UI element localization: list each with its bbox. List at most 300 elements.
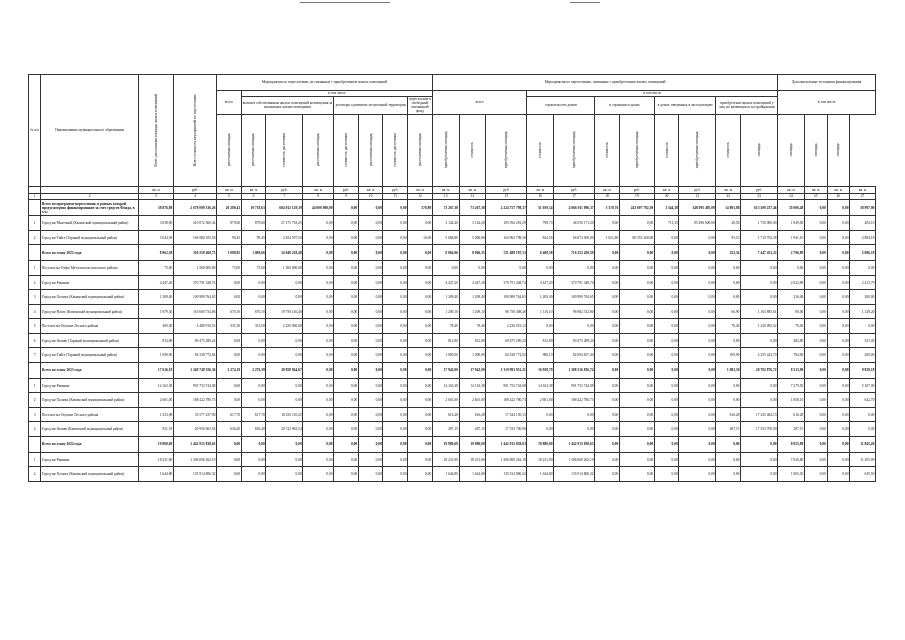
value-cell: 0,00 [654, 393, 679, 408]
column-index: 4 [173, 193, 216, 200]
municipality-name: Город-на-Малечной (Каменский муниципальный район) [41, 216, 139, 231]
value-cell: 0,00 [654, 422, 679, 437]
value-cell: 0,00 [408, 362, 433, 378]
value-cell: 0,00 [654, 436, 679, 452]
value-cell: 617,70 [241, 407, 266, 422]
value-cell: 331,50 [217, 319, 242, 334]
value-cell: 0,00 [217, 378, 242, 393]
column-index: 8 [303, 193, 334, 200]
value-cell: 0,00 [804, 290, 827, 305]
value-cell: 0,00 [827, 319, 850, 334]
municipality-name: Город-на-Холмах (Каменский муниципальный район) [41, 467, 139, 482]
table-row [29, 216, 876, 231]
value-cell: 1 349 749 356,36 [173, 362, 216, 378]
value-cell: 0,00 [716, 378, 741, 393]
unit-cell: руб. [383, 186, 408, 193]
unit-cell: кв. м [408, 186, 433, 193]
col-name: Наименование муниципального образования [41, 75, 139, 187]
value-cell: 80 355 200,00 [619, 230, 654, 245]
value-cell: 17 345 464,13 [741, 407, 778, 422]
value-cell: 0,00 [334, 216, 359, 231]
value-cell: 0,00 [358, 393, 383, 408]
value-cell: 0,00 [383, 200, 408, 216]
value-cell: 243 697 782,39 [619, 200, 654, 216]
value-cell: 0,00 [804, 230, 827, 245]
municipality-name: Город-на-Равнине [41, 452, 139, 467]
value-cell: 0,00 [827, 275, 850, 290]
group-a-incl: в том числе [241, 90, 432, 96]
value-cell: 0,00 [303, 319, 334, 334]
value-cell: 3 144,20 [459, 216, 486, 231]
value-cell: 0,00 [383, 304, 408, 319]
value-cell: 0,00 [217, 393, 242, 408]
value-cell: 482,80 [778, 333, 805, 348]
group-b-header: Мероприятия по переселению, связанные с приобретением жилых помещений [432, 75, 777, 91]
value-cell: 0,00 [619, 348, 654, 363]
group-c-sub: в том числе [778, 90, 876, 114]
unit-cell: кв. м [804, 186, 827, 193]
value-cell: 0,00 [679, 467, 716, 482]
value-cell: 0,00 [741, 333, 778, 348]
unit-cell: кв. м [716, 186, 741, 193]
value-cell: 99,45 [241, 230, 266, 245]
value-cell: 0,00 [459, 261, 486, 276]
value-cell: 8 962,38 [138, 245, 173, 261]
value-cell: 0,00 [827, 348, 850, 363]
value-cell: 0,00 [358, 304, 383, 319]
value-cell: 0,00 [716, 275, 741, 290]
value-cell: 0,00 [241, 378, 266, 393]
value-cell: 69 475 289,24 [554, 333, 595, 348]
value-cell: 166 980 105,56 [173, 230, 216, 245]
municipality-name: Всего по этапу 2023 года [41, 362, 139, 378]
value-cell: 14 163,38 [432, 378, 459, 393]
value-cell: 0,00 [303, 422, 334, 437]
group-b-total: всего [432, 90, 527, 114]
value-cell: 0,00 [486, 261, 527, 276]
value-cell: 0,00 [850, 407, 876, 422]
value-cell: 0,00 [619, 216, 654, 231]
value-cell: 0,00 [241, 393, 266, 408]
value-cell: 1 306 000 262,19 [554, 452, 595, 467]
value-cell: 613 509 237,46 [741, 200, 778, 216]
value-cell: 4 066 911 996,37 [554, 200, 595, 216]
value-cell: 19 880,69 [527, 436, 554, 452]
value-cell: 7 279,50 [778, 378, 805, 393]
value-cell: 18 231,80 [432, 452, 459, 467]
value-cell: 0,00 [595, 436, 620, 452]
value-cell: 82 094 657,40 [554, 348, 595, 363]
value-cell: 3 144,20 [432, 216, 459, 231]
value-cell: 0,00 [266, 436, 303, 452]
value-cell: 1 209,40 [138, 290, 173, 305]
value-cell: 6 409,58 [527, 245, 554, 261]
value-cell: 2 601,00 [138, 393, 173, 408]
column-index: 15 [486, 193, 527, 200]
value-cell: 18 233 110,25 [266, 407, 303, 422]
value-cell: 1 644,80 [527, 467, 554, 482]
value-cell: 75,00 [138, 261, 173, 276]
value-cell: 84 338 772,92 [173, 348, 216, 363]
value-cell: 1 644,80 [432, 467, 459, 482]
value-cell: 78,40 [716, 319, 741, 334]
value-cell: 0,00 [654, 348, 679, 363]
value-cell: 4 447,20 [459, 275, 486, 290]
value-cell: 0,00 [241, 275, 266, 290]
table-row [29, 422, 876, 437]
value-cell: 0,00 [408, 319, 433, 334]
value-cell: 38 997,00 [850, 200, 876, 216]
value-cell: 0,00 [358, 452, 383, 467]
municipality-name: Город-на-Холмах (Каменский муниципальный район) [41, 393, 139, 408]
unit-cell: кв. м [827, 186, 850, 193]
table-row [29, 333, 876, 348]
unit-cell: руб. [266, 186, 303, 193]
vhead: приобретаемая площадь [486, 114, 527, 186]
value-cell: 287,15 [778, 422, 805, 437]
value-cell: 0,00 [619, 319, 654, 334]
value-cell: 0,00 [654, 275, 679, 290]
value-cell: 0,00 [358, 230, 383, 245]
vhead: площадь [804, 114, 827, 186]
value-cell: 73 267,38 [432, 200, 459, 216]
value-cell: 0,00 [303, 467, 334, 482]
unit-cell: кв. м [850, 186, 876, 193]
value-cell: 0,00 [358, 422, 383, 437]
value-cell: 0,00 [716, 333, 741, 348]
value-cell: 0,00 [334, 407, 359, 422]
value-cell: 1 209,40 [527, 290, 554, 305]
value-cell: 1 005,30 [778, 467, 805, 482]
value-cell: 0,00 [654, 304, 679, 319]
value-cell: 0,00 [334, 333, 359, 348]
value-cell: 1 090,00 [432, 348, 459, 363]
value-cell: 0,00 [804, 275, 827, 290]
row-number: 1 [29, 261, 41, 276]
vhead: стоимость [595, 114, 620, 186]
value-cell: 69 475 289,24 [486, 333, 527, 348]
column-index: 5 [217, 193, 242, 200]
value-cell: 20 702 876,72 [741, 362, 778, 378]
value-cell: 1 090,00 [138, 348, 173, 363]
value-cell: 1 308 316 836,74 [554, 362, 595, 378]
value-cell: 0,00 [334, 319, 359, 334]
value-cell: 0,00 [383, 230, 408, 245]
value-cell: 711,35 [654, 216, 679, 231]
value-cell: 100 989 764,65 [554, 290, 595, 305]
value-cell: 1 233,98 [138, 407, 173, 422]
value-cell: 0,00 [358, 261, 383, 276]
value-cell: 0,00 [595, 393, 620, 408]
value-cell: 0,00 [358, 200, 383, 216]
value-cell: 0,00 [334, 304, 359, 319]
value-cell: 19 880,69 [432, 436, 459, 452]
unit-cell: руб. [741, 186, 778, 193]
value-cell: 0,00 [619, 333, 654, 348]
vhead: расселяемая площадь [358, 114, 383, 186]
value-cell: 0,00 [804, 261, 827, 276]
value-cell: 3 544,38 [654, 200, 679, 216]
vhead: площадь [741, 114, 778, 186]
value-cell: 3 038,00 [138, 216, 173, 231]
value-cell: 879,60 [217, 216, 242, 231]
value-cell: 9 829,18 [850, 362, 876, 378]
value-cell: 4 447,20 [138, 275, 173, 290]
value-cell: 0,00 [850, 319, 876, 334]
value-cell: 636,40 [241, 422, 266, 437]
row-number: 1 [29, 378, 41, 393]
value-cell: 0,00 [804, 452, 827, 467]
value-cell: 19 718,63 [241, 200, 266, 216]
value-cell: 0,00 [241, 290, 266, 305]
row-number: 1 [29, 216, 41, 231]
value-cell: 14 163,38 [459, 378, 486, 393]
value-cell: 17 942,00 [459, 362, 486, 378]
value-cell: 1 090,66 [241, 245, 266, 261]
value-cell: 0,00 [358, 290, 383, 305]
value-cell: 0,00 [217, 290, 242, 305]
value-cell: 20 289,43 [217, 200, 242, 216]
value-cell: 0,00 [595, 378, 620, 393]
value-cell: 0,00 [679, 230, 716, 245]
value-cell: 14 163,38 [527, 378, 554, 393]
column-index: 20 [654, 193, 679, 200]
value-cell: 1 236 093,52 [741, 319, 778, 334]
unit-cell: кв. м [358, 186, 383, 193]
value-cell: 0,00 [334, 261, 359, 276]
value-cell: 0,00 [266, 393, 303, 408]
value-cell: 11 205,99 [850, 452, 876, 467]
total-row [29, 245, 876, 261]
value-cell: 0,00 [595, 467, 620, 482]
value-cell: 0,00 [827, 422, 850, 437]
value-cell: 5 068,80 [459, 230, 486, 245]
value-cell: 370 791 348,74 [486, 275, 527, 290]
value-cell: 616,28 [716, 407, 741, 422]
value-cell: 0,00 [679, 362, 716, 378]
group-b-incl: в том числе [527, 90, 778, 96]
value-cell: 164 965 798,30 [486, 230, 527, 245]
value-cell: 287,15 [459, 422, 486, 437]
value-cell: 0,00 [619, 467, 654, 482]
value-cell: 0,00 [303, 290, 334, 305]
value-cell: 0,00 [804, 319, 827, 334]
value-cell: 95,10 [716, 230, 741, 245]
value-cell: 0,00 [334, 275, 359, 290]
value-cell: 14 893,88 [716, 200, 741, 216]
value-cell: 100 989 764,65 [173, 290, 216, 305]
value-cell: 0,00 [383, 261, 408, 276]
value-cell: 18 231,80 [138, 452, 173, 467]
value-cell: 0,00 [334, 230, 359, 245]
municipality-name: Город-на-Равнине [41, 275, 139, 290]
unit-cell: руб. [554, 186, 595, 193]
value-cell: 2 274,19 [217, 362, 242, 378]
column-index: 9 [334, 193, 359, 200]
value-cell: 0,00 [741, 378, 778, 393]
value-cell: 812,80 [138, 333, 173, 348]
b1-header: строительство домов [527, 96, 595, 114]
value-cell: 0,00 [827, 200, 850, 216]
value-cell: 0,00 [358, 362, 383, 378]
value-cell: 0,00 [408, 348, 433, 363]
value-cell: 0,00 [850, 422, 876, 437]
value-cell: 287,15 [432, 422, 459, 437]
vhead: расселяемая площадь [408, 114, 433, 186]
value-cell: 0,00 [408, 452, 433, 467]
value-cell: 3 454 597,50 [266, 230, 303, 245]
value-cell: 2 413,79 [850, 275, 876, 290]
value-cell: 0,00 [303, 362, 334, 378]
value-cell: 0,00 [217, 333, 242, 348]
column-index: 3 [138, 193, 173, 200]
value-cell: 0,00 [850, 261, 876, 276]
table-body [29, 200, 876, 482]
value-cell: 0,00 [303, 393, 334, 408]
value-cell: 716 252 450,59 [554, 245, 595, 261]
column-index: 10 [358, 193, 383, 200]
value-cell: 0,00 [266, 333, 303, 348]
b2b-header: в домах, введенных в эксплуатацию [654, 96, 716, 114]
value-cell: 0,00 [358, 378, 383, 393]
value-cell: 0,00 [334, 378, 359, 393]
value-cell: 17 533 700,00 [486, 422, 527, 437]
unit-cell: кв. м [432, 186, 459, 193]
row-number: 1 [29, 452, 41, 467]
row-number: 3 [29, 290, 41, 305]
scan-artifact-line [570, 2, 600, 3]
value-cell: 0,00 [595, 261, 620, 276]
value-cell: 0,00 [217, 348, 242, 363]
unit-cell: кв. м [241, 186, 266, 193]
resettlement-table [28, 74, 876, 482]
value-cell: 0,00 [804, 304, 827, 319]
value-cell: 28,50 [716, 216, 741, 231]
value-cell: 0,00 [716, 290, 741, 305]
value-cell: 0,00 [358, 216, 383, 231]
value-cell: 991 753 744,08 [486, 378, 527, 393]
value-cell: 991 753 744,08 [173, 378, 216, 393]
value-cell: 0,00 [527, 422, 554, 437]
unit-cell: кв. м [595, 186, 620, 193]
value-cell: 0,00 [408, 216, 433, 231]
unit-cell: руб. [619, 186, 654, 193]
value-cell: 4 447,20 [432, 275, 459, 290]
value-cell: 4 480 910,52 [173, 319, 216, 334]
value-cell: 5 107,00 [850, 378, 876, 393]
group-c-header: Дополнительные источники финансирования [778, 75, 876, 91]
value-cell: 100 989 764,65 [486, 290, 527, 305]
value-cell: 204,10 [850, 216, 876, 231]
value-cell: 0,00 [241, 452, 266, 467]
value-cell: 0,00 [358, 333, 383, 348]
value-cell: 287,15 [716, 422, 741, 437]
value-cell: 0,00 [619, 393, 654, 408]
value-cell: 0,00 [595, 245, 620, 261]
group-a-total: всего [217, 90, 242, 114]
value-cell: 0,00 [217, 467, 242, 482]
value-cell: 0,00 [654, 290, 679, 305]
value-cell: 0,00 [827, 393, 850, 408]
value-cell: 0,00 [217, 275, 242, 290]
value-cell: 2 230 051,12 [486, 319, 527, 334]
value-cell: 0,00 [679, 348, 716, 363]
value-cell: 0,00 [554, 319, 595, 334]
value-cell: 0,00 [383, 452, 408, 467]
value-cell: 0,00 [804, 422, 827, 437]
column-index: 13 [432, 193, 459, 200]
vhead: стоимость [716, 114, 741, 186]
unit-cell: руб. [679, 186, 716, 193]
unit-cell: кв. м [654, 186, 679, 193]
value-cell: 348 095 495,09 [679, 200, 716, 216]
row-number: 4 [29, 422, 41, 437]
value-cell: 0,00 [804, 407, 827, 422]
value-cell: 0,00 [334, 348, 359, 363]
value-cell: 0,00 [432, 261, 459, 276]
value-cell: 38 858 944,67 [266, 362, 303, 378]
row-number [29, 436, 41, 452]
value-cell: 2 796,89 [778, 245, 805, 261]
municipality-name: Поселок-на-Опушке Лесного района [41, 407, 139, 422]
vhead: приобретаемая площадь [432, 114, 459, 186]
column-index: 14 [459, 193, 486, 200]
table-row [29, 230, 876, 245]
units-spacer [41, 186, 139, 193]
municipality-name: Город-на-Плато (Каменский муниципальный район) [41, 304, 139, 319]
value-cell: 0,00 [595, 216, 620, 231]
column-index: 11 [383, 193, 408, 200]
value-cell: 0,00 [408, 304, 433, 319]
value-cell: 0,00 [716, 436, 741, 452]
group-a-header: Мероприятия по переселению, не связанные с приобретением жилых помещений [217, 75, 433, 91]
value-cell: 0,00 [408, 290, 433, 305]
vhead: приобретаемая площадь [554, 114, 595, 186]
value-cell: 96 750 408,40 [486, 304, 527, 319]
value-cell: 0,00 [619, 378, 654, 393]
value-cell: 0,00 [408, 261, 433, 276]
value-cell: 40 956 663,54 [173, 422, 216, 437]
value-cell: 2 601,00 [432, 393, 459, 408]
value-cell: 0,00 [804, 348, 827, 363]
value-cell: 0,00 [408, 333, 433, 348]
vhead: стоимость [654, 114, 679, 186]
value-cell: 812,80 [459, 333, 486, 348]
value-cell: 0,00 [303, 216, 334, 231]
value-cell: 0,00 [334, 362, 359, 378]
value-cell: 0,00 [679, 319, 716, 334]
municipality-name: Всего по этапу 2024 года [41, 436, 139, 452]
value-cell: 0,00 [383, 319, 408, 334]
value-cell: 0,00 [679, 245, 716, 261]
value-cell: 0,00 [383, 290, 408, 305]
row-number [29, 245, 41, 261]
value-cell: 0,00 [827, 452, 850, 467]
municipality-name: Город-на-Заливе (Каменский муниципальный район) [41, 422, 139, 437]
value-cell: 35 577 237,90 [173, 407, 216, 422]
value-cell: 2 601,00 [459, 393, 486, 408]
value-cell: 80,00 [778, 304, 805, 319]
value-cell: 0,00 [408, 422, 433, 437]
unit-cell: кв. м [459, 186, 486, 193]
value-cell: 0,00 [654, 362, 679, 378]
column-index: 2 [41, 193, 139, 200]
value-cell: 0,00 [266, 467, 303, 482]
value-cell: 0,00 [827, 436, 850, 452]
value-cell: 1 442 915 838,63 [554, 436, 595, 452]
value-cell: 188 422 780,73 [486, 393, 527, 408]
value-cell: 216,48 [778, 290, 805, 305]
